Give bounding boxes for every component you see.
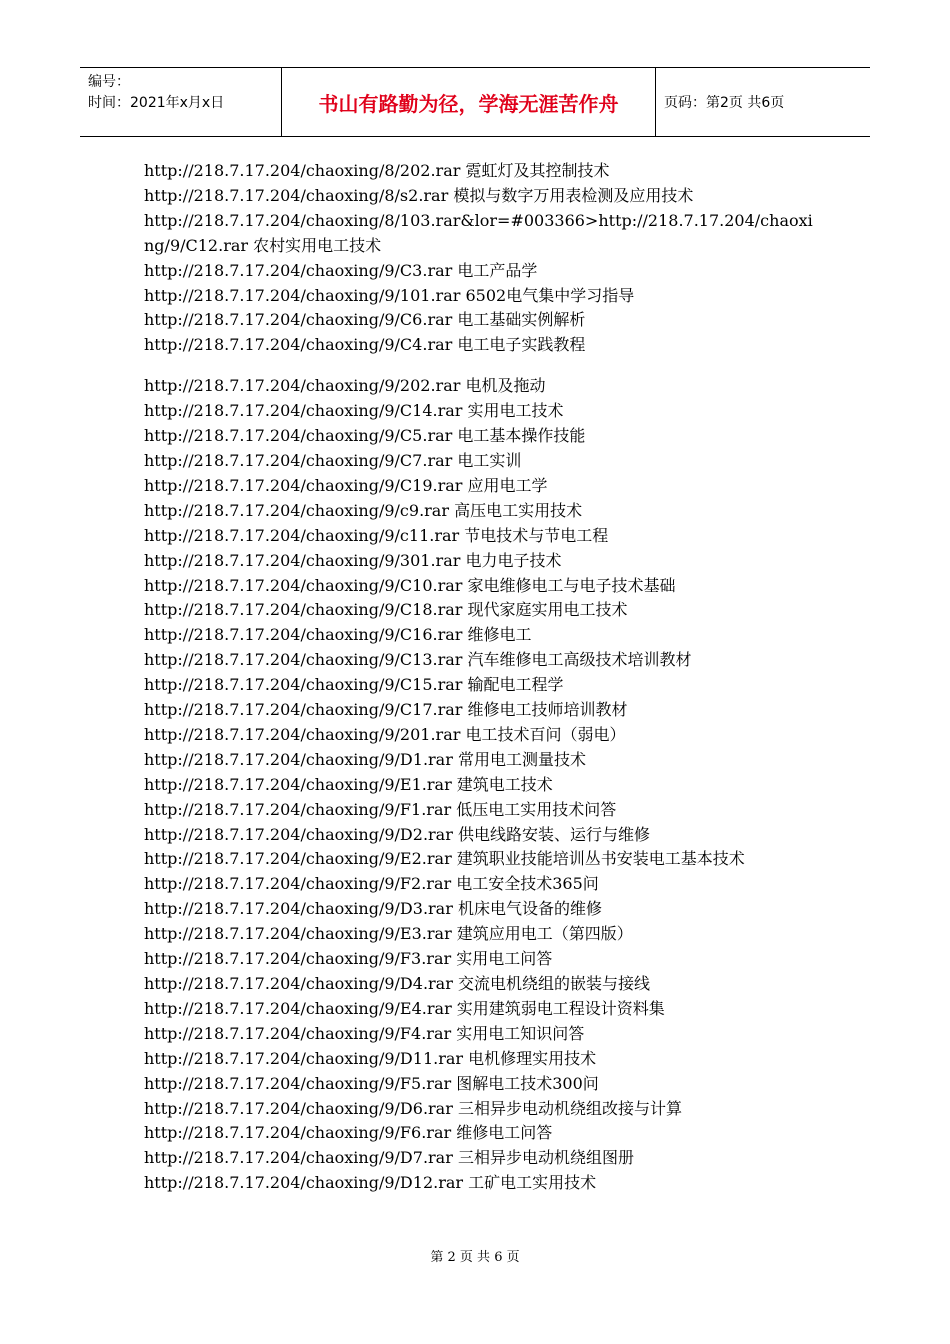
document-number-label: 编号： bbox=[88, 74, 130, 90]
list-item[interactable]: http://218.7.17.204/chaoxing/9/F6.rar 维修电工问答 bbox=[144, 1123, 553, 1143]
list-item[interactable]: http://218.7.17.204/chaoxing/9/E3.rar 建筑应用电工（第四版） bbox=[144, 924, 633, 944]
list-item[interactable]: http://218.7.17.204/chaoxing/9/C7.rar 电工实训 bbox=[144, 450, 522, 470]
list-item[interactable]: http://218.7.17.204/chaoxing/9/D3.rar 机床电气设备的维修 bbox=[144, 899, 602, 919]
list-item[interactable]: http://218.7.17.204/chaoxing/9/F5.rar 图解电工技术300问 bbox=[144, 1073, 599, 1093]
list-item[interactable]: http://218.7.17.204/chaoxing/9/C10.rar 家电维修电工与电子技术基础 bbox=[144, 575, 676, 595]
page-footer: 第 2 页 共 6 页 bbox=[430, 1250, 520, 1265]
list-item[interactable]: http://218.7.17.204/chaoxing/9/D1.rar 常用电工测量技术 bbox=[144, 749, 586, 769]
document-time-label: 时间：2021年x月x日 bbox=[88, 95, 225, 111]
list-item[interactable]: http://218.7.17.204/chaoxing/9/C4.rar 电工电子实践教程 bbox=[144, 335, 586, 355]
list-item[interactable]: http://218.7.17.204/chaoxing/9/F4.rar 实用电工知识问答 bbox=[144, 1023, 585, 1043]
list-item[interactable]: http://218.7.17.204/chaoxing/9/c11.rar 节电技术与节电工程 bbox=[144, 525, 609, 545]
list-item[interactable]: http://218.7.17.204/chaoxing/9/C14.rar 实用电工技术 bbox=[144, 401, 564, 421]
header-meta bbox=[80, 68, 282, 136]
list-item[interactable]: http://218.7.17.204/chaoxing/9/F2.rar 电工安全技术365问 bbox=[144, 874, 599, 894]
list-item[interactable]: http://218.7.17.204/chaoxing/8/103.rar&lor=#003366>http://218.7.17.204/chaoxing/9/C12.rar 农村实用电工技术 bbox=[144, 210, 813, 255]
list-item[interactable]: http://218.7.17.204/chaoxing/8/202.rar 霓虹灯及其控制技术 bbox=[144, 161, 610, 180]
list-item[interactable]: http://218.7.17.204/chaoxing/9/C19.rar 应用电工学 bbox=[144, 475, 548, 495]
header-page-code: 页码：第2页 共6页 bbox=[664, 95, 785, 111]
list-item[interactable]: http://218.7.17.204/chaoxing/8/s2.rar 模拟与数字万用表检测及应用技术 bbox=[144, 185, 694, 205]
list-item[interactable]: http://218.7.17.204/chaoxing/9/C6.rar 电工基础实例解析 bbox=[144, 310, 586, 330]
list-item[interactable]: http://218.7.17.204/chaoxing/9/E1.rar 建筑电工技术 bbox=[144, 774, 553, 794]
list-item[interactable]: http://218.7.17.204/chaoxing/9/C3.rar 电工产品学 bbox=[144, 260, 538, 280]
list-item[interactable]: http://218.7.17.204/chaoxing/9/E2.rar 建筑职业技能培训丛书安装电工基本技术 bbox=[144, 849, 745, 869]
list-item[interactable]: http://218.7.17.204/chaoxing/9/101.rar 6502电气集中学习指导 bbox=[144, 285, 635, 305]
list-item[interactable]: http://218.7.17.204/chaoxing/9/D6.rar 三相异步电动机绕组改接与计算 bbox=[144, 1098, 682, 1118]
list-item[interactable]: http://218.7.17.204/chaoxing/9/C18.rar 现代家庭实用电工技术 bbox=[144, 600, 628, 620]
list-item[interactable]: http://218.7.17.204/chaoxing/9/c9.rar 高压电工实用技术 bbox=[144, 500, 583, 520]
list-item[interactable]: http://218.7.17.204/chaoxing/9/C15.rar 输配电工程学 bbox=[144, 675, 564, 695]
link-list bbox=[144, 159, 819, 1196]
header-motto: 书山有路勤为径，学海无涯苦作舟 bbox=[282, 68, 656, 136]
list-item[interactable]: http://218.7.17.204/chaoxing/9/D12.rar 工矿电工实用技术 bbox=[144, 1173, 597, 1193]
list-item[interactable]: http://218.7.17.204/chaoxing/9/C16.rar 维修电工 bbox=[144, 625, 532, 645]
list-item[interactable]: http://218.7.17.204/chaoxing/9/201.rar 电工技术百问（弱电） bbox=[144, 724, 626, 744]
page-header bbox=[80, 67, 870, 137]
list-item[interactable]: http://218.7.17.204/chaoxing/9/F1.rar 低压电工实用技术问答 bbox=[144, 799, 617, 819]
list-item[interactable]: http://218.7.17.204/chaoxing/9/D4.rar 交流电机绕组的嵌装与接线 bbox=[144, 974, 650, 993]
list-item[interactable]: http://218.7.17.204/chaoxing/9/301.rar 电力电子技术 bbox=[144, 550, 562, 570]
list-item[interactable]: http://218.7.17.204/chaoxing/9/D11.rar 电机修理实用技术 bbox=[144, 1048, 597, 1068]
list-item[interactable]: http://218.7.17.204/chaoxing/9/D7.rar 三相异步电动机绕组图册 bbox=[144, 1148, 634, 1168]
list-item[interactable]: http://218.7.17.204/chaoxing/9/202.rar 电机及拖动 bbox=[144, 376, 546, 396]
list-item[interactable]: http://218.7.17.204/chaoxing/9/C13.rar 汽车维修电工高级技术培训教材 bbox=[144, 650, 692, 670]
list-item[interactable]: http://218.7.17.204/chaoxing/9/C5.rar 电工基本操作技能 bbox=[144, 426, 586, 446]
list-item[interactable]: http://218.7.17.204/chaoxing/9/F3.rar 实用电工问答 bbox=[144, 949, 553, 969]
list-item[interactable]: http://218.7.17.204/chaoxing/9/D2.rar 供电线路安装、运行与维修 bbox=[144, 824, 650, 844]
list-item[interactable]: http://218.7.17.204/chaoxing/9/C17.rar 维修电工技师培训教材 bbox=[144, 700, 628, 720]
list-item[interactable]: http://218.7.17.204/chaoxing/9/E4.rar 实用建筑弱电工程设计资料集 bbox=[144, 998, 665, 1018]
